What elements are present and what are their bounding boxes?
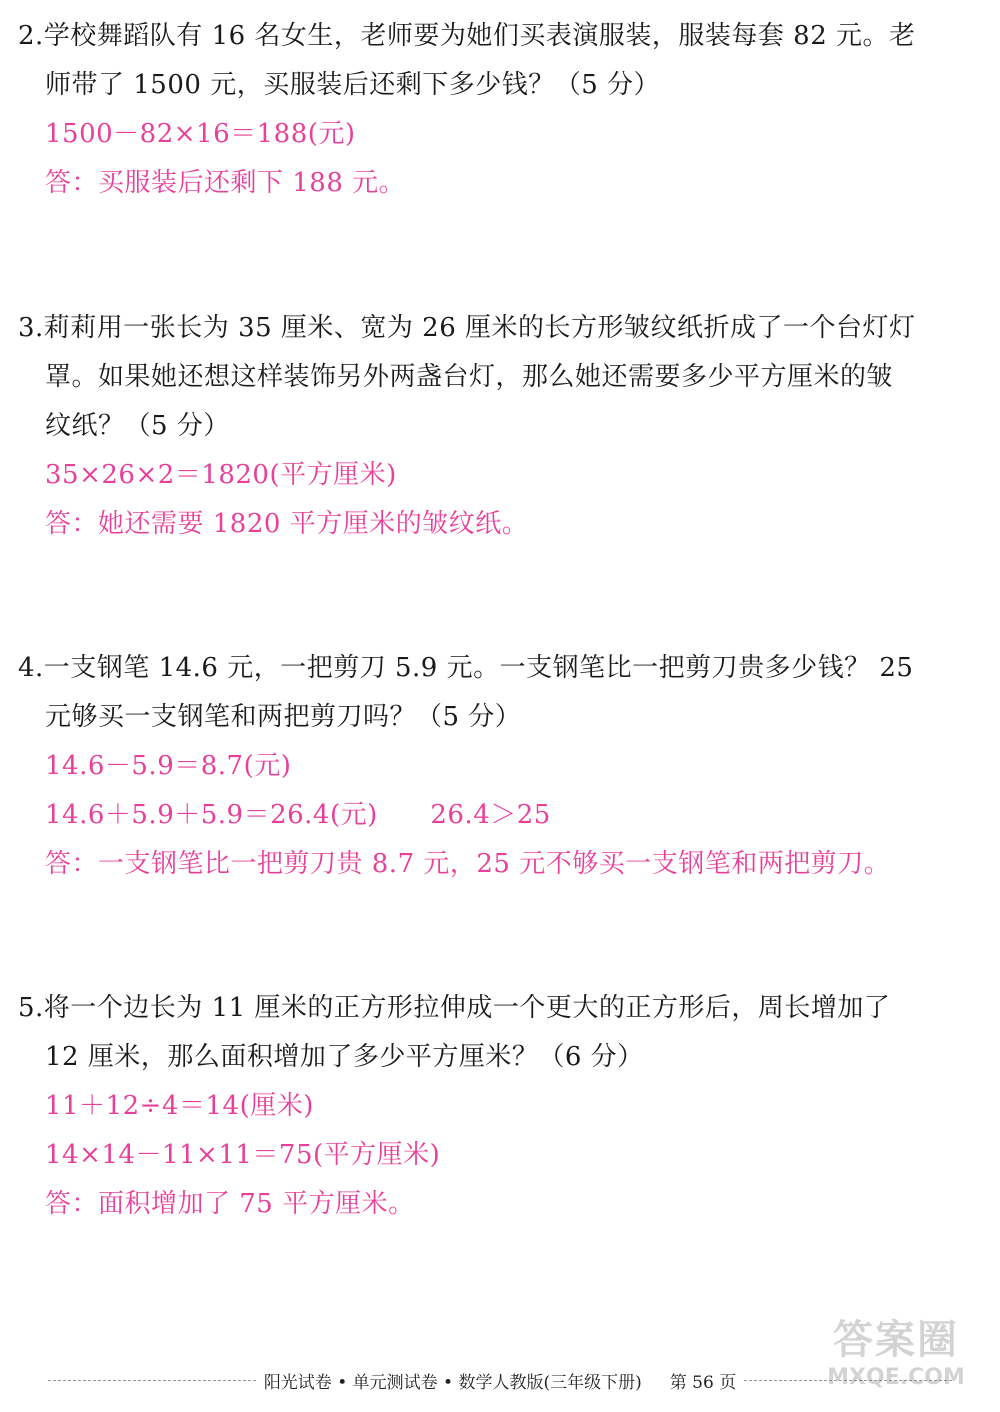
answer-line: 答：一支钢笔比一把剪刀贵 8.7 元，25 元不够买一支钢笔和两把剪刀。 bbox=[45, 849, 891, 879]
problem-2 bbox=[18, 12, 984, 208]
answer-line: 答：买服装后还剩下 188 元。 bbox=[45, 168, 406, 198]
page-number: 第 56 页 bbox=[669, 1372, 737, 1393]
answer-line: 14×14－11×11＝75(平方厘米) bbox=[45, 1140, 441, 1170]
question-line: 师带了 1500 元，买服装后还剩下多少钱？（5 分） bbox=[45, 70, 661, 100]
problem-3 bbox=[18, 304, 984, 549]
answer-line: 11＋12÷4＝14(厘米) bbox=[45, 1091, 314, 1121]
problem-5 bbox=[18, 984, 984, 1229]
answer-line: 14.6－5.9＝8.7(元) bbox=[45, 751, 292, 781]
question-line: 3.莉莉用一张长为 35 厘米、宽为 26 厘米的长方形皱纹纸折成了一个台灯灯 bbox=[18, 313, 916, 343]
footer-dotted-rule-left bbox=[48, 1380, 256, 1381]
watermark bbox=[806, 1316, 986, 1408]
question-line: 2.学校舞蹈队有 16 名女生，老师要为她们买表演服装，服装每套 82 元。老 bbox=[18, 21, 916, 51]
watermark-logo: 答案圈 bbox=[833, 1316, 959, 1363]
answer-line: 答：面积增加了 75 平方厘米。 bbox=[45, 1189, 415, 1219]
question-line: 12 厘米，那么面积增加了多少平方厘米？（6 分） bbox=[45, 1042, 644, 1072]
answer-line: 35×26×2＝1820(平方厘米) bbox=[45, 460, 397, 490]
question-line: 纹纸？（5 分） bbox=[45, 411, 230, 441]
question-line: 4.一支钢笔 14.6 元，一把剪刀 5.9 元。一支钢笔比一把剪刀贵多少钱？ 25 bbox=[18, 653, 914, 683]
footer-title: 阳光试卷 • 单元测试卷 • 数学人教版(三年级下册) bbox=[263, 1372, 642, 1393]
watermark-site: MXQE.COM bbox=[827, 1365, 965, 1390]
answer-line: 答：她还需要 1820 平方厘米的皱纹纸。 bbox=[45, 509, 529, 539]
answer-line: 1500－82×16＝188(元) bbox=[45, 119, 356, 149]
question-line: 5.将一个边长为 11 厘米的正方形拉伸成一个更大的正方形后，周长增加了 bbox=[18, 993, 891, 1023]
answer-line: 14.6＋5.9＋5.9＝26.4(元) 26.4＞25 bbox=[45, 800, 551, 830]
problem-4 bbox=[18, 644, 984, 889]
question-line: 元够买一支钢笔和两把剪刀吗？（5 分） bbox=[45, 702, 522, 732]
question-line: 罩。如果她还想这样装饰另外两盏台灯，那么她还需要多少平方厘米的皱 bbox=[45, 362, 894, 392]
